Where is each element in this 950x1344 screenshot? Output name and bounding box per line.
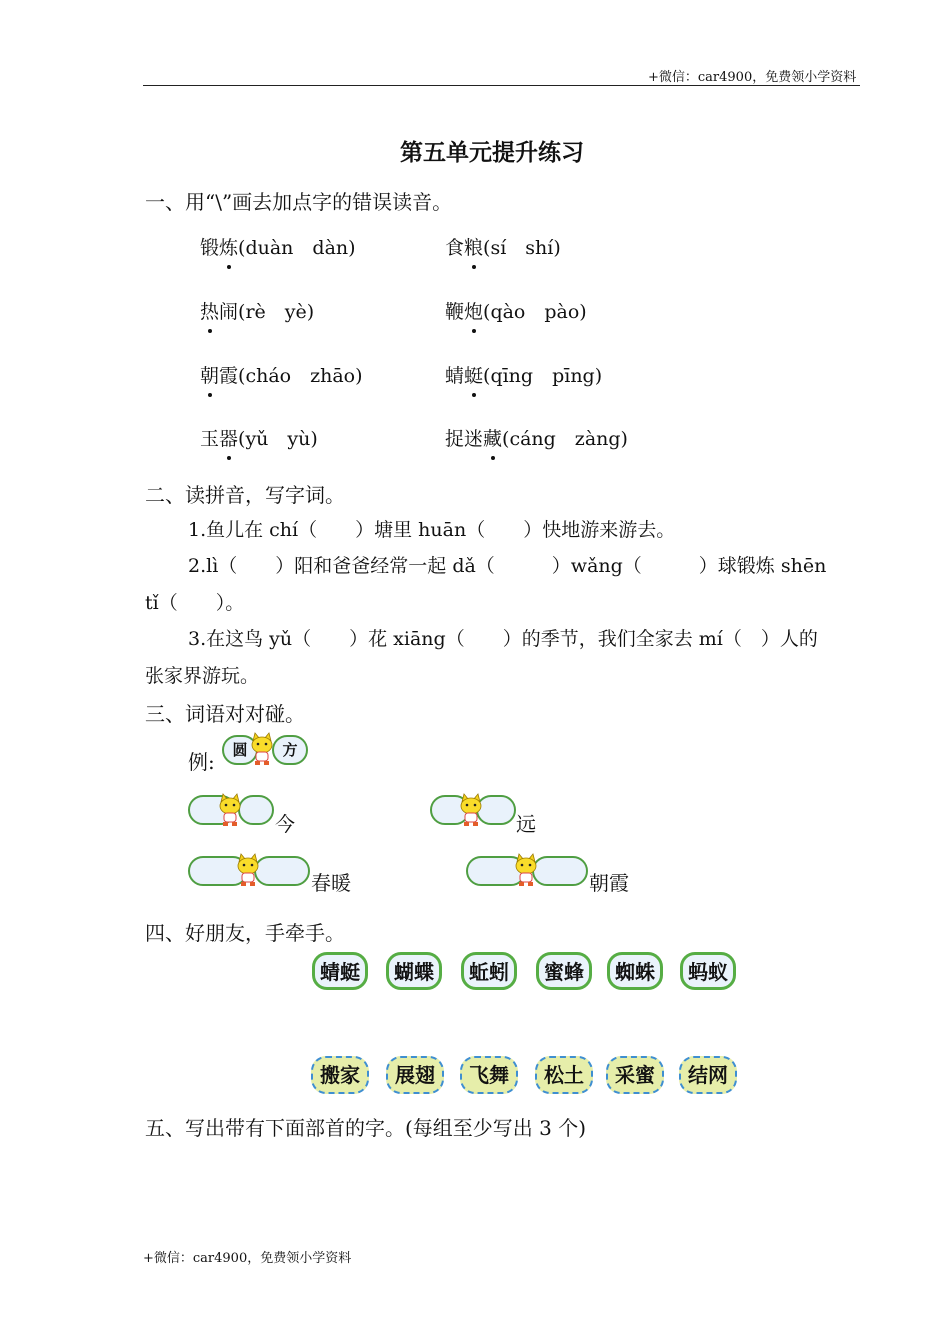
cat-mascot-icon: [456, 792, 486, 828]
question-2-line2: tǐ（ ）。: [145, 592, 245, 614]
pinyin-options: (sí shí): [483, 237, 561, 259]
dotted-char: 藏: [483, 424, 502, 451]
pinyin-item: [445, 424, 628, 451]
question-3-line1: 3.在这鸟 yǔ（ ）花 xiāng（ ）的季节，我们全家去 mí（ ）人的: [188, 628, 818, 650]
action-card[interactable]: 结网: [679, 1056, 737, 1094]
action-card[interactable]: 采蜜: [606, 1056, 664, 1094]
question-2-line1: 2.lì（ ）阳和爸爸经常一起 dǎ（ ）wǎng（ ）球锻炼 shēn: [188, 555, 827, 577]
insect-card[interactable]: 蚯蚓: [461, 952, 517, 990]
pinyin-options: (duàn dàn): [238, 237, 356, 259]
pinyin-options: (qào pào): [483, 301, 587, 323]
pinyin-options: (rè yè): [238, 301, 315, 323]
section3-heading: 三、词语对对碰。: [145, 702, 305, 726]
header-note: +微信：car4900，免费领小学资料: [648, 70, 857, 85]
pinyin-options: (cáng zàng): [502, 428, 628, 450]
insect-card[interactable]: 蝴蝶: [386, 952, 442, 990]
pair-suffix: 春暖: [311, 871, 351, 895]
dotted-char: 器: [219, 424, 238, 451]
example-label: 例:: [188, 750, 215, 774]
cat-mascot-icon: [215, 792, 245, 828]
section4-heading: 四、好朋友，手牵手。: [145, 921, 345, 945]
dotted-char: 炼: [219, 233, 238, 260]
insect-card[interactable]: 蜘蛛: [607, 952, 663, 990]
insect-card[interactable]: 蚂蚁: [680, 952, 736, 990]
pair-suffix: 朝霞: [589, 871, 629, 895]
word-text: 食: [445, 237, 465, 259]
cat-mascot-icon: [511, 852, 541, 888]
insect-card[interactable]: 蜻蜓: [312, 952, 368, 990]
word-text: 玉: [200, 428, 220, 450]
header-divider: [143, 85, 860, 86]
action-card[interactable]: 搬家: [311, 1056, 369, 1094]
pinyin-options: (yǔ yù): [238, 428, 318, 450]
pinyin-options: (qīng pīng): [483, 365, 603, 387]
word-text: 闹: [219, 301, 239, 323]
dotted-char: 粮: [464, 233, 483, 260]
cat-mascot-icon: [247, 731, 277, 767]
insect-card[interactable]: 蜜蜂: [536, 952, 592, 990]
section1-heading: 一、用“\”画去加点字的错误读音。: [145, 190, 453, 214]
dotted-char: 朝: [200, 361, 219, 388]
section2-heading: 二、读拼音，写字词。: [145, 483, 345, 507]
pinyin-item: [200, 297, 314, 324]
dotted-char: 炮: [464, 297, 483, 324]
dotted-char: 蜓: [464, 361, 483, 388]
pair-suffix: 今: [275, 812, 295, 836]
section5-heading: 五、写出带有下面部首的字。(每组至少写出 3 个): [145, 1116, 587, 1140]
pair-suffix: 远: [516, 812, 536, 836]
action-card[interactable]: 展翅: [386, 1056, 444, 1094]
cat-mascot-icon: [233, 852, 263, 888]
pinyin-item: [200, 361, 363, 388]
word-text: 鞭: [445, 301, 465, 323]
question-1: 1.鱼儿在 chí（ ）塘里 huān（ ）快地游来游去。: [188, 519, 676, 541]
word-text: 蜻: [445, 365, 465, 387]
pinyin-options: (cháo zhāo): [238, 365, 363, 387]
footer-note: +微信：car4900，免费领小学资料: [143, 1251, 352, 1266]
example-right-bubble: 方: [272, 735, 308, 765]
dotted-char: 热: [200, 297, 219, 324]
page-title: 第五单元提升练习: [400, 139, 584, 166]
pinyin-item: [445, 361, 602, 388]
example-left-bubble: 圆: [222, 735, 258, 765]
word-text: 捉迷: [445, 428, 484, 450]
action-card[interactable]: 飞舞: [460, 1056, 518, 1094]
pinyin-item: [200, 233, 356, 260]
word-text: 锻: [200, 237, 220, 259]
word-text: 霞: [219, 365, 239, 387]
pinyin-item: [445, 233, 561, 260]
pinyin-item: [445, 297, 587, 324]
pinyin-item: [200, 424, 318, 451]
action-card[interactable]: 松土: [535, 1056, 593, 1094]
question-3-line2: 张家界游玩。: [145, 665, 260, 687]
